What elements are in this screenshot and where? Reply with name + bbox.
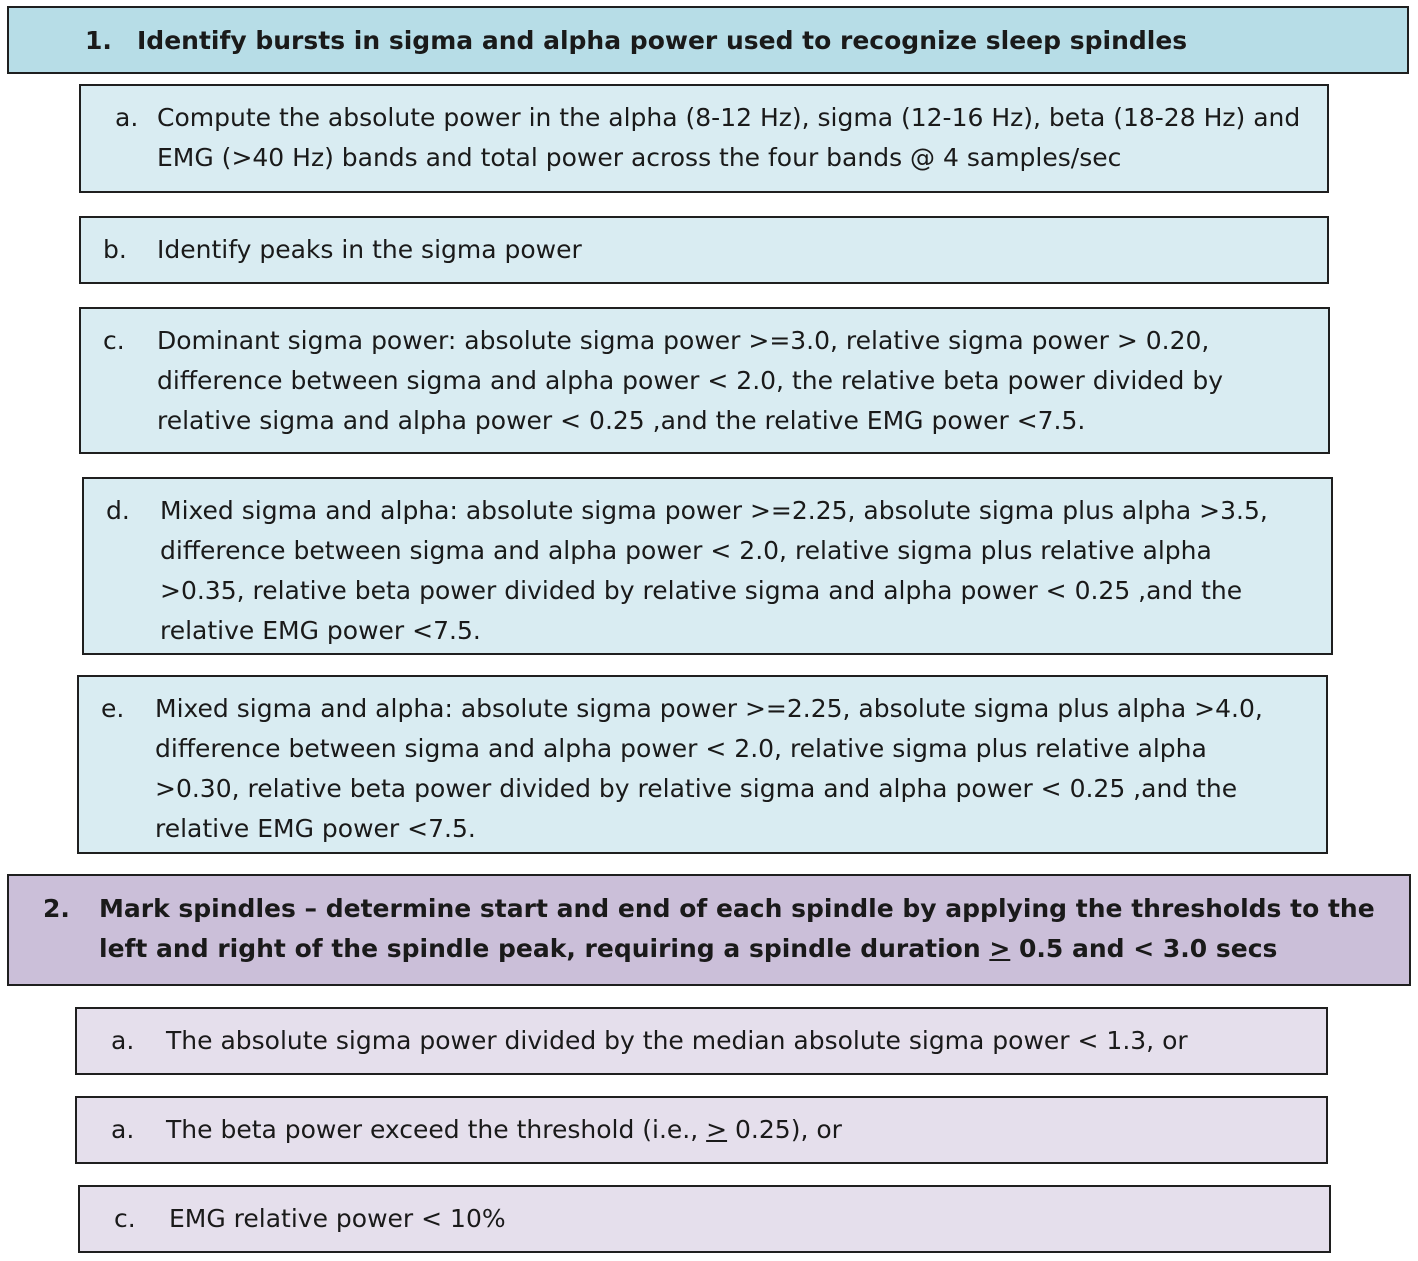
step-text: Mixed sigma and alpha: absolute sigma power >=2.25, absolute sigma plus alpha >3.5, difference between sigma and alpha power < 2.0, relative sigma plus relative alpha >0.35, relative beta power divided by relative sigma and alpha power < 0.25 ,and the relative EMG power <7.5. [160, 496, 1268, 645]
section-1-title: Identify bursts in sigma and alpha power used to recognize sleep spindles [137, 26, 1188, 55]
step-1c-box [79, 307, 1330, 454]
section-1-number: 1. [85, 26, 112, 55]
step-text-part: The beta power exceed the threshold (i.e., [166, 1115, 707, 1144]
step-text: EMG relative power < 10% [169, 1204, 506, 1233]
step-text: Mixed sigma and alpha: absolute sigma power >=2.25, absolute sigma plus alpha >4.0, difference between sigma and alpha power < 2.0, relative sigma plus relative alpha >0.30, relative beta power divided by relative sigma and alpha power < 0.25 ,and the relative EMG power <7.5. [155, 694, 1263, 843]
section-2-title [99, 889, 1383, 969]
step-label: d. [106, 496, 130, 525]
step-2c-box [78, 1185, 1331, 1253]
step-text: Compute the absolute power in the alpha (8-12 Hz), sigma (12-16 Hz), beta (18-28 Hz) and EMG (>40 Hz) bands and total power across the four bands @ 4 samples/sec [157, 103, 1301, 172]
step-1a-box [79, 84, 1329, 193]
step-text: Identify peaks in the sigma power [157, 235, 582, 264]
section-2-number: 2. [43, 894, 70, 923]
step-1e-box [77, 675, 1328, 854]
greater-equal-symbol: > [706, 1115, 728, 1144]
step-2a-box [75, 1007, 1328, 1075]
step-text [166, 1110, 1311, 1150]
step-2b-box [75, 1096, 1328, 1164]
step-label: a. [111, 1115, 135, 1144]
section-2-header [7, 874, 1411, 986]
step-label: a. [111, 1026, 135, 1055]
step-label: a. [115, 103, 139, 132]
step-text-part: 0.25), or [727, 1115, 842, 1144]
step-label: c. [114, 1204, 136, 1233]
section-2-title-part: Mark spindles – determine start and end of each spindle by applying the thresholds to the left and right of the spindle peak, requiring a spindle duration [99, 894, 1375, 963]
section-1-header [7, 6, 1409, 74]
step-text: Dominant sigma power: absolute sigma power >=3.0, relative sigma power > 0.20, difference between sigma and alpha power < 2.0, the relative beta power divided by relative sigma and alpha power < 0.25 ,and the relative EMG power <7.5. [157, 326, 1223, 435]
step-text: The absolute sigma power divided by the median absolute sigma power < 1.3, or [166, 1026, 1188, 1055]
step-label: b. [103, 235, 127, 264]
step-label: e. [101, 694, 125, 723]
step-label: c. [103, 326, 125, 355]
step-1b-box [79, 216, 1329, 284]
step-1d-box [82, 477, 1333, 655]
section-2-title-part: 0.5 and < 3.0 secs [1010, 934, 1278, 963]
greater-equal-symbol: > [989, 934, 1011, 963]
